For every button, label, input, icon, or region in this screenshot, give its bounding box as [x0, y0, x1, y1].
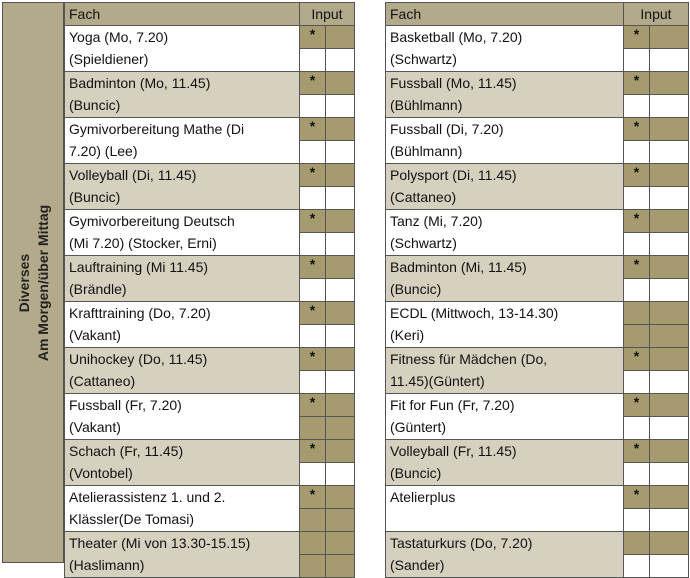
course-name-cell — [386, 348, 624, 394]
course-row — [386, 72, 689, 118]
input-box[interactable] — [650, 164, 688, 186]
course-line1: Tastaturkurs (Do, 7.20) — [390, 535, 533, 551]
input-cell — [624, 26, 689, 72]
course-line1: Fussball (Mo, 11.45) — [390, 75, 517, 91]
input-box[interactable] — [300, 95, 326, 117]
input-cell — [300, 118, 355, 164]
selection-star: * — [633, 256, 640, 272]
course-name-cell — [65, 302, 300, 348]
input-box[interactable] — [326, 509, 354, 531]
course-line1: Fussball (Di, 7.20) — [390, 121, 504, 137]
selection-star: * — [633, 394, 640, 410]
course-row — [65, 394, 355, 440]
input-cell — [300, 440, 355, 486]
course-row — [65, 302, 355, 348]
input-box[interactable] — [326, 486, 354, 508]
course-row — [386, 486, 689, 532]
input-box[interactable] — [300, 463, 326, 485]
input-box[interactable] — [326, 440, 354, 462]
input-box[interactable] — [326, 118, 354, 140]
course-line2: (Spieldiener) — [69, 51, 149, 67]
input-cell — [300, 348, 355, 394]
selection-star: * — [309, 256, 316, 272]
input-cell — [300, 532, 355, 578]
input-box[interactable] — [326, 417, 354, 439]
input-box[interactable] — [624, 371, 650, 393]
input-box[interactable] — [650, 72, 688, 94]
input-box[interactable] — [300, 417, 326, 439]
input-cell — [624, 256, 689, 302]
input-box[interactable] — [650, 279, 688, 301]
input-header: Input — [624, 3, 689, 26]
input-box[interactable] — [624, 532, 650, 554]
course-line1: Fit for Fun (Fr, 7.20) — [390, 397, 515, 413]
course-line2: (Cattaneo) — [390, 189, 457, 205]
course-name-cell — [386, 486, 624, 532]
input-box[interactable] — [300, 256, 326, 278]
course-line1: Yoga (Mo, 7.20) — [69, 29, 169, 45]
input-cell — [300, 72, 355, 118]
course-line2: (Brändle) — [69, 281, 127, 297]
course-row — [386, 440, 689, 486]
input-box[interactable] — [624, 187, 650, 209]
input-box[interactable] — [300, 440, 326, 462]
selection-star: * — [309, 210, 316, 226]
input-cell — [300, 210, 355, 256]
course-row — [386, 348, 689, 394]
selection-star: * — [309, 164, 316, 180]
input-box[interactable] — [650, 440, 688, 462]
input-box[interactable] — [624, 72, 650, 94]
course-line1: Polysport (Di, 11.45) — [390, 167, 517, 183]
input-box[interactable] — [326, 325, 354, 347]
input-cell — [624, 440, 689, 486]
selection-star: * — [309, 302, 316, 318]
input-box[interactable] — [624, 394, 650, 416]
input-box[interactable] — [624, 118, 650, 140]
input-cell — [300, 256, 355, 302]
course-row — [65, 26, 355, 72]
course-row — [65, 256, 355, 302]
course-line1: Lauftraining (Mi 11.45) — [69, 259, 209, 275]
input-box[interactable] — [326, 463, 354, 485]
input-cell — [624, 532, 689, 578]
course-name-cell — [65, 486, 300, 532]
input-box[interactable] — [624, 302, 650, 324]
course-row — [65, 348, 355, 394]
input-box[interactable] — [624, 509, 650, 531]
course-line2: 11.45)(Güntert) — [390, 373, 485, 389]
course-name-cell — [65, 164, 300, 210]
selection-star: * — [309, 394, 316, 410]
input-box[interactable] — [300, 302, 326, 324]
selection-star: * — [309, 118, 316, 134]
course-line1: Schach (Fr, 11.45) — [69, 443, 184, 459]
course-line2: (Schwartz) — [390, 235, 457, 251]
input-box[interactable] — [624, 95, 650, 117]
input-box[interactable] — [650, 26, 688, 48]
course-line1: Badminton (Mo, 11.45) — [69, 75, 211, 91]
selection-star: * — [633, 348, 640, 364]
input-box[interactable] — [650, 141, 688, 163]
input-box[interactable] — [624, 141, 650, 163]
course-line1: Tanz (Mi, 7.20) — [390, 213, 483, 229]
input-box[interactable] — [300, 26, 326, 48]
course-line1: Basketball (Mo, 7.20) — [390, 29, 523, 45]
course-line1: Krafttraining (Do, 7.20) — [69, 305, 211, 321]
course-name-cell — [65, 256, 300, 302]
input-box[interactable] — [300, 141, 326, 163]
input-cell — [624, 118, 689, 164]
input-box[interactable] — [326, 187, 354, 209]
fach-header: Fach — [65, 3, 300, 26]
input-box[interactable] — [326, 26, 354, 48]
input-box[interactable] — [326, 302, 354, 324]
course-line1: Gymivorbereitung Deutsch — [69, 213, 235, 229]
input-box[interactable] — [326, 532, 354, 554]
side-label-line2: Am Morgen/über Mittag — [35, 204, 51, 362]
input-box[interactable] — [624, 279, 650, 301]
input-box[interactable] — [326, 164, 354, 186]
input-box[interactable] — [650, 371, 688, 393]
course-line2: (Buncic) — [390, 281, 442, 297]
input-box[interactable] — [624, 164, 650, 186]
input-box[interactable] — [650, 394, 688, 416]
course-row — [65, 118, 355, 164]
course-name-cell — [386, 118, 624, 164]
input-box[interactable] — [300, 233, 326, 255]
course-name-cell — [386, 440, 624, 486]
course-row — [65, 164, 355, 210]
course-row — [386, 26, 689, 72]
course-name-cell — [65, 26, 300, 72]
course-line1: Atelierassistenz 1. und 2. — [69, 489, 226, 505]
input-cell — [624, 210, 689, 256]
input-box[interactable] — [624, 325, 650, 347]
course-row — [65, 486, 355, 532]
input-box[interactable] — [300, 164, 326, 186]
input-cell — [624, 72, 689, 118]
course-line2: (Vontobel) — [69, 465, 133, 481]
input-box[interactable] — [624, 348, 650, 370]
course-name-cell — [65, 394, 300, 440]
course-line1: Volleyball (Di, 11.45) — [69, 167, 197, 183]
course-name-cell — [386, 210, 624, 256]
input-box[interactable] — [326, 95, 354, 117]
left-course-table — [64, 2, 355, 578]
input-box[interactable] — [650, 233, 688, 255]
input-box[interactable] — [650, 555, 688, 577]
course-line2: 7.20) (Lee) — [69, 143, 138, 159]
course-row — [65, 440, 355, 486]
course-line2: (Cattaneo) — [69, 373, 136, 389]
input-box[interactable] — [624, 440, 650, 462]
course-line2: (Buncic) — [69, 189, 121, 205]
course-name-cell — [65, 210, 300, 256]
input-box[interactable] — [624, 417, 650, 439]
course-line2: (Buncic) — [69, 97, 121, 113]
fach-header: Fach — [386, 3, 624, 26]
course-name-cell — [386, 532, 624, 578]
course-line2: (Bühlmann) — [390, 97, 463, 113]
course-name-cell — [65, 348, 300, 394]
input-box[interactable] — [300, 210, 326, 232]
input-box[interactable] — [624, 26, 650, 48]
column-gap — [355, 2, 385, 563]
course-row — [65, 210, 355, 256]
course-line2: (Mi 7.20) (Stocker, Erni) — [69, 235, 217, 251]
course-line1: Atelierplus — [390, 489, 456, 505]
course-line2: (Buncic) — [390, 465, 442, 481]
course-line2: (Schwartz) — [390, 51, 457, 67]
course-name-cell — [386, 72, 624, 118]
input-box[interactable] — [650, 532, 688, 554]
input-box[interactable] — [624, 49, 650, 71]
input-cell — [624, 164, 689, 210]
input-box[interactable] — [326, 555, 354, 577]
input-box[interactable] — [300, 348, 326, 370]
input-box[interactable] — [326, 256, 354, 278]
right-course-table — [385, 2, 689, 578]
input-box[interactable] — [624, 233, 650, 255]
course-line1: ECDL (Mittwoch, 13-14.30) — [390, 305, 559, 321]
course-line2: (Vakant) — [69, 327, 121, 343]
side-label-text — [15, 205, 53, 361]
input-box[interactable] — [624, 555, 650, 577]
course-line2: (Bühlmann) — [390, 143, 463, 159]
input-box[interactable] — [326, 141, 354, 163]
input-header: Input — [300, 3, 355, 26]
input-box[interactable] — [650, 417, 688, 439]
course-name-cell — [65, 440, 300, 486]
input-box[interactable] — [300, 49, 326, 71]
course-name-cell — [386, 26, 624, 72]
course-line1: Fitness für Mädchen (Do, — [390, 351, 548, 367]
course-row — [386, 118, 689, 164]
course-row — [65, 72, 355, 118]
selection-star: * — [633, 210, 640, 226]
input-box[interactable] — [300, 72, 326, 94]
input-box[interactable] — [650, 210, 688, 232]
input-box[interactable] — [650, 49, 688, 71]
left-table-header — [65, 3, 355, 26]
course-line1: Volleyball (Fr, 11.45) — [390, 443, 517, 459]
course-line2: (Haslimann) — [69, 557, 145, 573]
course-name-cell — [386, 256, 624, 302]
course-row — [65, 532, 355, 578]
input-cell — [624, 302, 689, 348]
input-box[interactable] — [326, 279, 354, 301]
side-category-label — [2, 2, 64, 563]
input-box[interactable] — [326, 233, 354, 255]
course-row — [386, 164, 689, 210]
input-cell — [300, 486, 355, 532]
input-box[interactable] — [326, 49, 354, 71]
course-row — [386, 256, 689, 302]
input-box[interactable] — [650, 348, 688, 370]
course-name-cell — [65, 72, 300, 118]
selection-star: * — [633, 164, 640, 180]
input-box[interactable] — [300, 532, 326, 554]
input-cell — [300, 302, 355, 348]
input-cell — [624, 348, 689, 394]
course-line1: Fussball (Fr, 7.20) — [69, 397, 182, 413]
selection-star: * — [633, 72, 640, 88]
input-cell — [300, 26, 355, 72]
input-box[interactable] — [650, 486, 688, 508]
input-cell — [300, 394, 355, 440]
selection-star: * — [309, 348, 316, 364]
input-box[interactable] — [300, 118, 326, 140]
input-box[interactable] — [650, 95, 688, 117]
input-cell — [300, 164, 355, 210]
course-line2: (Vakant) — [69, 419, 121, 435]
selection-star: * — [633, 26, 640, 42]
course-row — [386, 210, 689, 256]
course-row — [386, 532, 689, 578]
input-box[interactable] — [650, 302, 688, 324]
selection-star: * — [309, 26, 316, 42]
course-line2: (Güntert) — [390, 419, 447, 435]
input-box[interactable] — [326, 72, 354, 94]
input-box[interactable] — [300, 486, 326, 508]
input-box[interactable] — [650, 256, 688, 278]
course-name-cell — [386, 164, 624, 210]
course-name-cell — [386, 302, 624, 348]
course-name-cell — [65, 532, 300, 578]
selection-star: * — [633, 440, 640, 456]
course-row — [386, 394, 689, 440]
input-box[interactable] — [650, 509, 688, 531]
course-line2: (Keri) — [390, 327, 425, 343]
selection-star: * — [633, 486, 640, 502]
input-box[interactable] — [326, 210, 354, 232]
input-box[interactable] — [326, 394, 354, 416]
input-box[interactable] — [650, 325, 688, 347]
input-box[interactable] — [300, 394, 326, 416]
input-box[interactable] — [624, 463, 650, 485]
input-box[interactable] — [326, 371, 354, 393]
input-box[interactable] — [624, 210, 650, 232]
input-cell — [624, 486, 689, 532]
right-table-header — [386, 3, 689, 26]
course-line1: Unihockey (Do, 11.45) — [69, 351, 208, 367]
side-label-line1: Diverses — [16, 253, 32, 313]
input-box[interactable] — [650, 463, 688, 485]
input-box[interactable] — [300, 509, 326, 531]
selection-star: * — [309, 486, 316, 502]
input-cell — [624, 394, 689, 440]
course-line1: Theater (Mi von 13.30-15.15) — [69, 535, 251, 551]
input-box[interactable] — [300, 371, 326, 393]
selection-star: * — [309, 72, 316, 88]
course-line2: Klässler(De Tomasi) — [69, 511, 194, 527]
course-name-cell — [386, 394, 624, 440]
course-line1: Badminton (Mi, 11.45) — [390, 259, 527, 275]
input-box[interactable] — [624, 256, 650, 278]
course-line1: Gymivorbereitung Mathe (Di — [69, 121, 245, 137]
selection-star: * — [633, 118, 640, 134]
input-box[interactable] — [650, 118, 688, 140]
input-box[interactable] — [300, 279, 326, 301]
input-box[interactable] — [624, 486, 650, 508]
selection-star: * — [309, 440, 316, 456]
course-line2: (Sander) — [390, 557, 445, 573]
course-name-cell — [65, 118, 300, 164]
input-box[interactable] — [300, 187, 326, 209]
input-box[interactable] — [300, 555, 326, 577]
input-box[interactable] — [650, 187, 688, 209]
course-row — [386, 302, 689, 348]
input-box[interactable] — [300, 325, 326, 347]
input-box[interactable] — [326, 348, 354, 370]
